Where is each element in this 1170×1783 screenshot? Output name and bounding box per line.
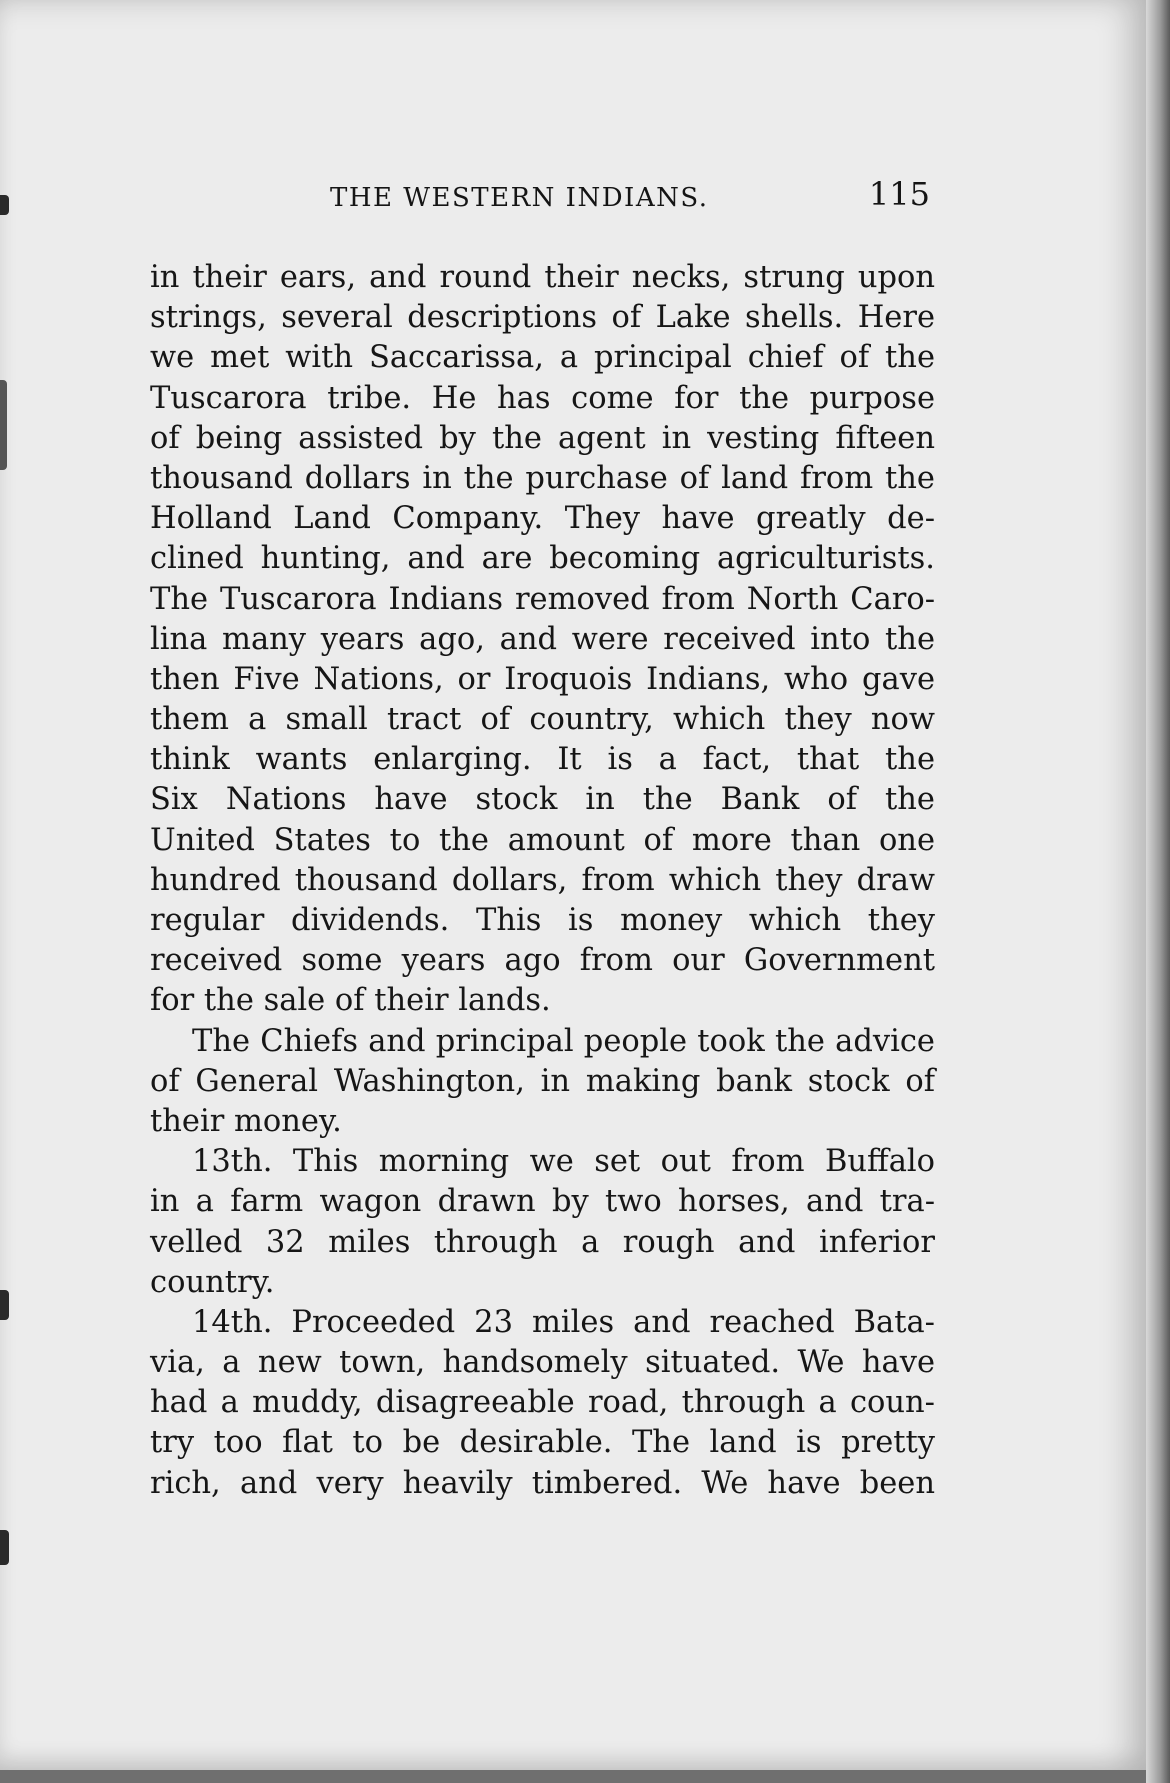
text-line: for the sale of their lands. bbox=[150, 983, 551, 1019]
text-line: rich, and very heavily timbered. We have been bbox=[150, 1465, 935, 1501]
text-line: via, a new town, handsomely situated. We have bbox=[150, 1345, 935, 1381]
text-line: received some years ago from our Government bbox=[150, 943, 935, 979]
text-line: of being assisted by the agent in vesting fifteen bbox=[150, 420, 935, 456]
running-head: THE WESTERN INDIANS. bbox=[330, 183, 709, 213]
text-line: The Chiefs and principal people took the advice bbox=[192, 1023, 935, 1059]
text-line: 13th. This morning we set out from Buffalo bbox=[192, 1144, 935, 1180]
text-line: Holland Land Company. They have greatly de- bbox=[150, 501, 935, 537]
binding-mark bbox=[0, 1530, 9, 1565]
text-line: 14th. Proceeded 23 miles and reached Bata- bbox=[192, 1304, 935, 1340]
text-line: of General Washington, in making bank stock of bbox=[150, 1063, 935, 1099]
text-line: clined hunting, and are becoming agriculturists. bbox=[150, 541, 935, 577]
text-line: in their ears, and round their necks, strung upon bbox=[150, 260, 935, 295]
text-line: had a muddy, disagreeable road, through a coun- bbox=[150, 1385, 935, 1421]
text-line: thousand dollars in the purchase of land from the bbox=[150, 460, 935, 496]
text-line: then Five Nations, or Iroquois Indians, who gave bbox=[150, 661, 935, 697]
text-line: hundred thousand dollars, from which they draw bbox=[150, 862, 935, 898]
binding-mark bbox=[0, 1290, 9, 1320]
page-number: 115 bbox=[868, 175, 930, 213]
text-line: The Tuscarora Indians removed from North Caro- bbox=[150, 581, 935, 617]
binding-mark bbox=[0, 380, 7, 470]
text-line: Six Nations have stock in the Bank of the bbox=[150, 782, 935, 818]
page-header bbox=[150, 175, 930, 225]
body-text bbox=[150, 258, 935, 1504]
text-line: their money. bbox=[150, 1103, 342, 1139]
text-line: we met with Saccarissa, a principal chief of the bbox=[150, 340, 935, 376]
text-line: try too flat to be desirable. The land is pretty bbox=[150, 1425, 935, 1461]
text-line: lina many years ago, and were received into the bbox=[150, 621, 935, 657]
text-line: country. bbox=[150, 1264, 275, 1300]
text-line: in a farm wagon drawn by two horses, and tra- bbox=[150, 1184, 935, 1220]
text-line: strings, several descriptions of Lake shells. Here bbox=[150, 300, 935, 336]
text-line: Tuscarora tribe. He has come for the purpose bbox=[150, 380, 935, 416]
text-line: velled 32 miles through a rough and inferior bbox=[150, 1224, 935, 1260]
text-line: think wants enlarging. It is a fact, that the bbox=[150, 742, 935, 778]
page-edge bbox=[1146, 0, 1170, 1783]
binding-mark bbox=[0, 195, 9, 215]
text-line: United States to the amount of more than one bbox=[150, 822, 935, 858]
text-line: them a small tract of country, which they now bbox=[150, 702, 935, 738]
text-line: regular dividends. This is money which they bbox=[150, 903, 935, 938]
